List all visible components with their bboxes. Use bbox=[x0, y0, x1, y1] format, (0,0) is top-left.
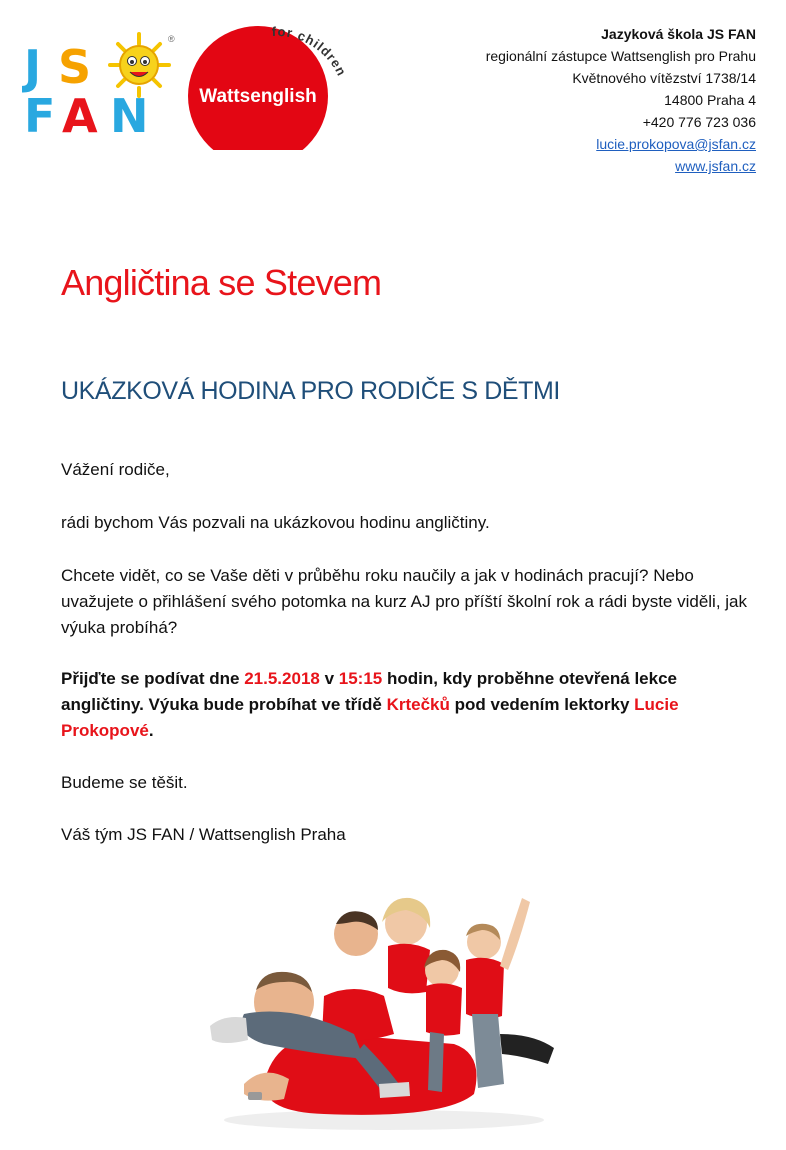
girl-shirt bbox=[388, 944, 430, 994]
event-teacher: Lucie Prokopové bbox=[61, 695, 679, 740]
page-title: Angličtina se Stevem bbox=[61, 262, 382, 303]
street-address: Květnového vítězství 1738/14 bbox=[572, 70, 756, 86]
registered-mark: ® bbox=[168, 34, 175, 44]
closing-paragraph: Budeme se těšit. bbox=[61, 773, 188, 792]
teacher-with-children-photo bbox=[204, 884, 564, 1134]
logo-letter-s: S bbox=[58, 40, 92, 94]
invite-paragraph: rádi bychom Vás pozvali na ukázkovou hodinu angličtiny. bbox=[61, 513, 490, 532]
logo-letter-f: F bbox=[24, 89, 56, 142]
website-link[interactable]: www.jsfan.cz bbox=[675, 158, 756, 174]
wattsenglish-logo bbox=[176, 22, 352, 150]
event-class-name: Krtečků bbox=[386, 695, 450, 714]
email-link[interactable]: lucie.prokopova@jsfan.cz bbox=[596, 136, 756, 152]
wattsenglish-wordmark: Wattsenglish bbox=[199, 86, 317, 107]
event-text-2: v bbox=[319, 669, 339, 688]
greeting-paragraph: Vážení rodiče, bbox=[61, 460, 170, 479]
question-paragraph: Chcete vidět, co se Vaše děti v průběhu roku naučily a jak v hodinách pracují? Nebo uvažujete o přihlášení svého potomka na kurz AJ pro příští školní rok a rádi byste viděli, jak výuka probíhá? bbox=[61, 566, 748, 637]
event-paragraph bbox=[61, 666, 761, 744]
page-subtitle: UKÁZKOVÁ HODINA PRO RODIČE S DĚTMI bbox=[61, 377, 560, 405]
event-text-1: Přijďte se podívat dne bbox=[61, 669, 245, 688]
school-name: Jazyková škola JS FAN bbox=[601, 26, 756, 42]
jsfan-logo bbox=[22, 30, 178, 142]
event-text-5: . bbox=[148, 721, 154, 740]
city-address: 14800 Praha 4 bbox=[664, 92, 756, 108]
signature-paragraph: Váš tým JS FAN / Wattsenglish Praha bbox=[61, 825, 346, 844]
contact-block bbox=[486, 23, 756, 177]
event-date: 21.5.2018 bbox=[244, 669, 320, 688]
logo-letter-n: N bbox=[110, 89, 149, 142]
event-time: 15:15 bbox=[338, 669, 383, 688]
event-text-4: pod vedením lektorky bbox=[449, 695, 635, 714]
sun-icon bbox=[110, 34, 169, 96]
school-role: regionální zástupce Wattsenglish pro Prahu bbox=[485, 48, 756, 64]
phone-number: +420 776 723 036 bbox=[642, 114, 756, 130]
wattsenglish-tagline: for children bbox=[271, 23, 350, 79]
logo-letter-a: A bbox=[62, 89, 98, 142]
event-text-3: hodin, kdy proběhne otevřená lekce angličtiny. Výuka bude probíhat ve třídě bbox=[61, 669, 677, 714]
logo-letter-j: J bbox=[24, 40, 42, 94]
